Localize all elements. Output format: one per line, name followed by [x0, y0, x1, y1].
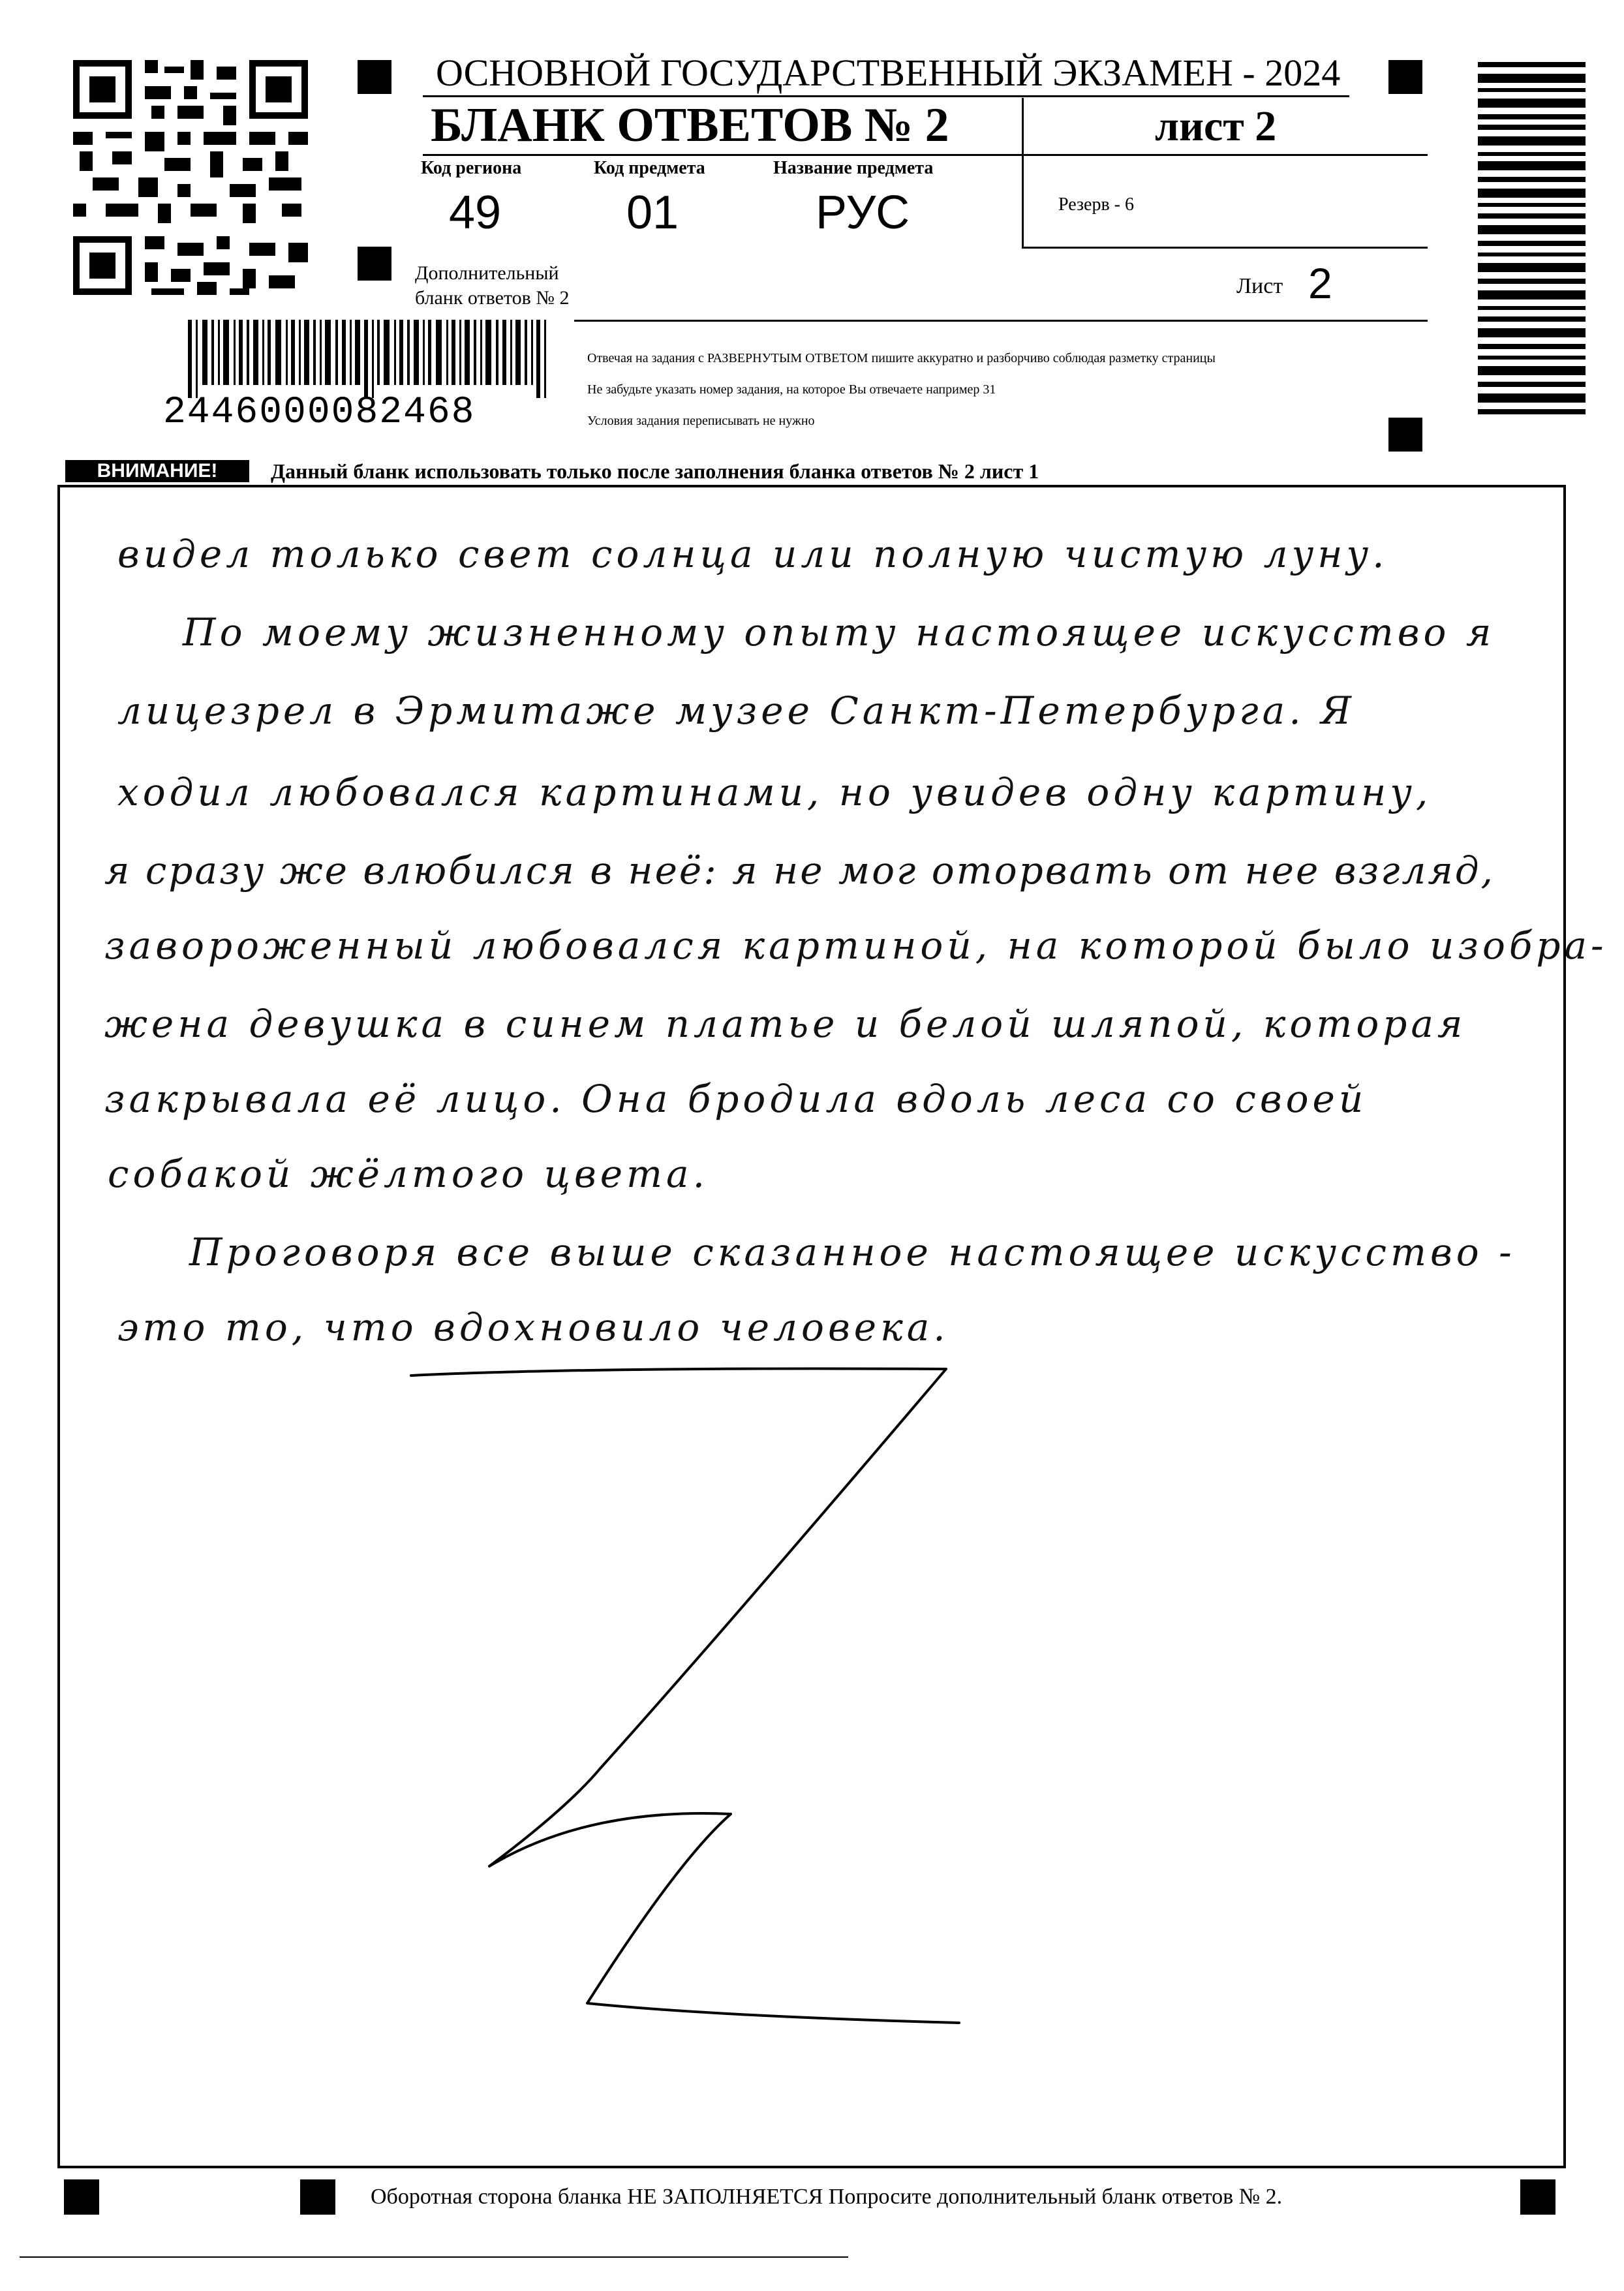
- instruction-line: Условия задания переписывать не нужно: [587, 414, 815, 428]
- instructions: [587, 343, 1216, 437]
- handwriting-line: завороженный любовался картиной, на которой было изобра-: [104, 923, 1608, 968]
- subject-code-value: 01: [626, 187, 679, 239]
- registration-mark: [64, 2179, 99, 2215]
- handwriting-line: жена девушка в синем платье и белой шляпой, которая: [104, 1002, 1467, 1046]
- instruction-line: Отвечая на задания с РАЗВЕРНУТЫМ ОТВЕТОМ пишите аккуратно и разборчиво соблюдая разметку страницы: [587, 351, 1216, 365]
- registration-mark: [1388, 418, 1422, 452]
- registration-mark: [300, 2179, 335, 2215]
- registration-mark: [1388, 60, 1422, 94]
- handwriting-line: ходил любовался картинами, но увидев одну картину,: [117, 770, 1432, 814]
- sheet-label: лист 2: [1155, 102, 1277, 150]
- additional-label: Дополнительный бланк ответов № 2: [415, 262, 570, 309]
- region-value: 49: [449, 187, 502, 239]
- side-barcode: [1478, 62, 1586, 418]
- qr-code: [73, 60, 308, 295]
- bottom-rule: [20, 2256, 848, 2258]
- subject-name-label: Название предмета: [773, 158, 934, 178]
- subject-name-value: РУС: [816, 187, 910, 239]
- barcode: [188, 320, 550, 398]
- list-label: Лист: [1236, 274, 1283, 298]
- warning-text: Данный бланк использовать только после заполнения бланка ответов № 2 лист 1: [271, 459, 1039, 483]
- reserve-label: Резерв - 6: [1058, 194, 1135, 215]
- handwriting-line: это то, что вдохновило человека.: [117, 1305, 949, 1349]
- barcode-number: 2446000082468: [163, 392, 476, 434]
- footer-note: Оборотная сторона бланка НЕ ЗАПОЛНЯЕТСЯ Попросите дополнительный бланк ответов № 2.: [371, 2185, 1283, 2209]
- handwriting-line: лицезрел в Эрмитаже музее Санкт-Петербурга. Я: [117, 688, 1355, 733]
- handwriting-line: Проговоря все выше сказанное настоящее искусство -: [189, 1230, 1516, 1274]
- exam-title: ОСНОВНОЙ ГОСУДАРСТВЕННЫЙ ЭКЗАМЕН - 2024: [436, 52, 1341, 94]
- registration-mark: [1520, 2179, 1555, 2215]
- warning-badge: ВНИМАНИЕ!: [65, 460, 249, 482]
- handwriting-line: закрывала её лицо. Она бродила вдоль леса со своей: [104, 1077, 1368, 1121]
- form-title: БЛАНК ОТВЕТОВ № 2: [431, 99, 949, 152]
- handwriting-line: я сразу же влюбился в неё: я не мог оторвать от нее взгляд,: [104, 848, 1495, 893]
- handwriting-line: видел только свет солнца или полную чистую луну.: [117, 532, 1388, 576]
- handwriting-line: собакой жёлтого цвета.: [108, 1152, 709, 1196]
- list-value: 2: [1308, 259, 1332, 307]
- instruction-line: Не забудьте указать номер задания, на которое Вы отвечаете например 31: [587, 382, 996, 397]
- subject-code-label: Код предмета: [594, 158, 705, 178]
- registration-mark: [358, 60, 391, 94]
- region-label: Код региона: [421, 158, 522, 178]
- registration-mark: [358, 247, 391, 281]
- z-strike-mark: [391, 1364, 1044, 2055]
- handwriting-line: По моему жизненному опыту настоящее искусство я: [183, 610, 1495, 654]
